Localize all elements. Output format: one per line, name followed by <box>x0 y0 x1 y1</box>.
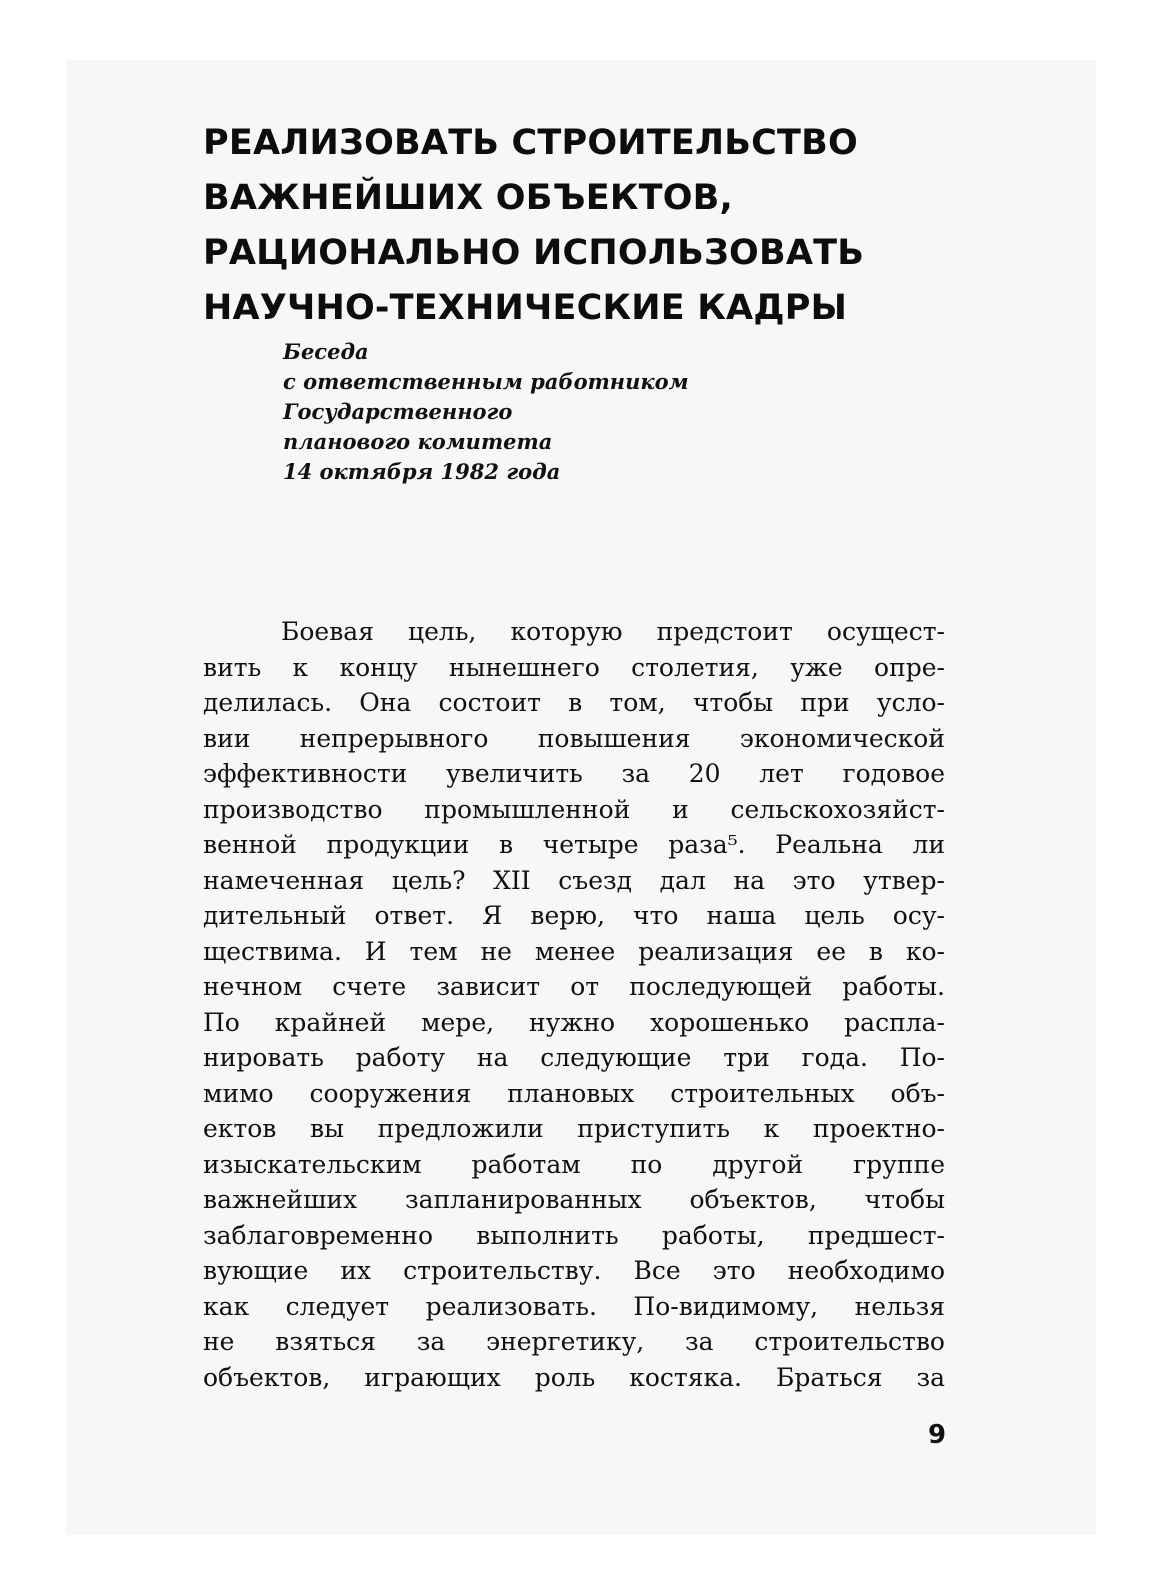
body-line: По крайней мере, нужно хорошенько распла- <box>203 1007 945 1037</box>
subtitle-date: 14 октября 1982 года <box>283 459 561 484</box>
body-line: вующие их строительству. Все это необходимо <box>203 1256 945 1285</box>
body-line: не взяться за энергетику, за строительство <box>203 1327 945 1356</box>
body-line: дительный ответ. Я верю, что наша цель осу- <box>203 901 945 930</box>
body-line: нировать работу на следующие три года. По- <box>203 1043 945 1072</box>
body-line: Боевая цель, которую предстоит осущест- <box>281 617 945 646</box>
body-line: ществима. И тем не менее реализация ее в ко- <box>203 936 945 966</box>
body-line: эффективности увеличить за 20 лет годовое <box>203 759 945 788</box>
subtitle-line: Беседа <box>283 339 369 364</box>
chapter-title <box>203 116 1023 336</box>
body-line: делилась. Она состоит в том, чтобы при усло- <box>203 688 945 717</box>
body-line: ектов вы предложили приступить к проектно- <box>203 1114 945 1143</box>
body-line: заблаговременно выполнить работы, предшест- <box>203 1220 945 1250</box>
body-line: нечном счете зависит от последующей работы. <box>203 972 945 1001</box>
chapter-subtitle <box>283 337 883 487</box>
title-line: ВАЖНЕЙШИХ ОБЪЕКТОВ, <box>203 178 734 218</box>
body-line: объектов, играющих роль костяка. Браться за <box>203 1362 945 1392</box>
body-line: изыскательским работам по другой группе <box>203 1149 945 1179</box>
title-line: РЕАЛИЗОВАТЬ СТРОИТЕЛЬСТВО <box>203 123 858 163</box>
subtitle-line: планового комитета <box>283 429 553 454</box>
body-paragraph <box>203 614 945 1395</box>
body-line: важнейших запланированных объектов, чтобы <box>203 1185 945 1214</box>
body-line: намеченная цель? XII съезд дал на это утвер- <box>203 865 945 895</box>
subtitle-line: Государственного <box>283 399 513 424</box>
subtitle-line: с ответственным работником <box>283 369 689 394</box>
body-line: как следует реализовать. По-видимому, нельзя <box>203 1291 945 1321</box>
title-line: РАЦИОНАЛЬНО ИСПОЛЬЗОВАТЬ <box>203 233 865 273</box>
body-line: производство промышленной и сельскохозяйст- <box>203 794 945 824</box>
body-line: вить к концу нынешнего столетия, уже опре- <box>203 652 945 682</box>
body-line: венной продукции в четыре раза⁵. Реальна ли <box>203 830 945 859</box>
body-line: мимо сооружения плановых строительных объ- <box>203 1078 945 1108</box>
page-number: 9 <box>928 1420 947 1450</box>
title-line: НАУЧНО-ТЕХНИЧЕСКИЕ КАДРЫ <box>203 288 848 328</box>
body-line: вии непрерывного повышения экономической <box>203 723 945 753</box>
